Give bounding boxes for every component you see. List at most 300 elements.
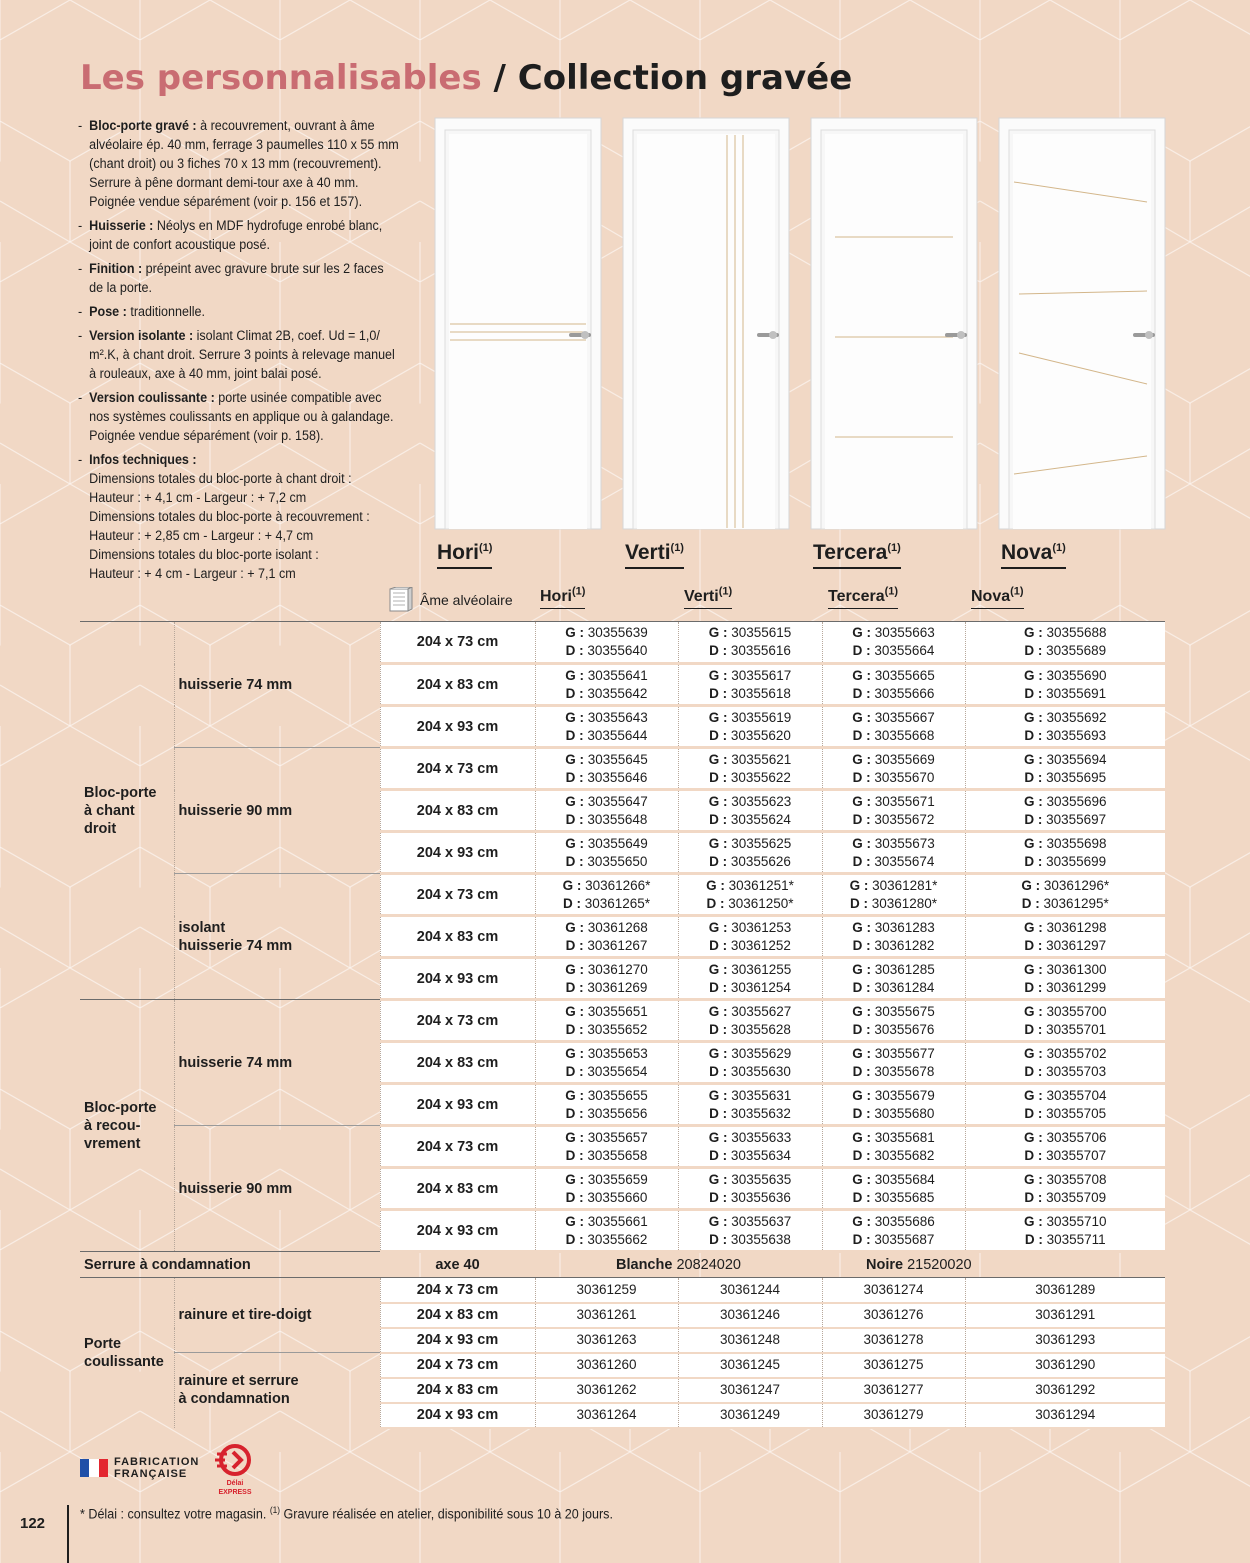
spec-item — [78, 216, 399, 254]
ref-key: G : — [565, 1087, 584, 1103]
ref-value: 30361268 — [587, 919, 648, 935]
ref-value: 30355688 — [1046, 625, 1107, 640]
ref-value: 30355620 — [730, 727, 791, 743]
lock-black — [822, 1252, 1165, 1278]
label-line: rainure et serrure — [178, 1373, 299, 1390]
ref-value: 30355705 — [1046, 1105, 1107, 1121]
ref-value: 30355625 — [731, 835, 792, 851]
group-label — [80, 1000, 174, 1252]
footnote — [80, 1505, 613, 1522]
ref-left — [966, 793, 1166, 811]
ref-key: D : — [565, 685, 584, 701]
ref-value: 30361269 — [587, 979, 648, 995]
spec-item — [78, 388, 399, 445]
table-row — [80, 1278, 1165, 1303]
reference-cell: 30361262 — [535, 1378, 678, 1403]
reference-cell: 30361291 — [965, 1303, 1165, 1328]
ref-right — [823, 979, 965, 997]
ref-right — [679, 1189, 822, 1207]
label-line: Bloc-porte — [84, 784, 157, 801]
ref-key: D : — [1024, 1231, 1043, 1247]
ref-key: D : — [565, 811, 584, 827]
page-title — [80, 56, 852, 100]
ref-value: 30355657 — [587, 1129, 648, 1145]
ref-key: G : — [565, 1045, 584, 1061]
ref-value: 30361253 — [731, 919, 792, 935]
dimension-cell: 204 x 73 cm — [380, 1126, 535, 1168]
ref-key: G : — [708, 1003, 728, 1019]
sliding-type-label — [174, 1278, 380, 1353]
label-line: à chant — [84, 802, 135, 819]
ref-value: 30355652 — [587, 1021, 648, 1037]
ref-right — [966, 727, 1166, 745]
ref-key: D : — [1024, 1147, 1043, 1163]
dimension-cell: 204 x 73 cm — [380, 1278, 535, 1303]
label-line: rainure et tire-doigt — [178, 1307, 312, 1323]
lock-row — [80, 1252, 1165, 1278]
spec-label: Huisserie : — [89, 218, 154, 233]
ref-right — [823, 727, 965, 745]
ref-key: D : — [1024, 979, 1043, 995]
ref-right — [679, 1021, 822, 1039]
lock-white-code: 20824020 — [676, 1257, 741, 1273]
ref-value: 30355709 — [1046, 1189, 1107, 1205]
reference-cell — [822, 916, 965, 958]
ref-key: G : — [708, 625, 728, 640]
ref-key: G : — [565, 625, 584, 640]
ref-value: 30355671 — [874, 793, 935, 809]
door-verti-image — [621, 116, 791, 531]
ref-key: G : — [565, 1129, 584, 1145]
ref-value: 30361281* — [872, 877, 938, 893]
dimension-cell: 204 x 83 cm — [380, 1378, 535, 1403]
ref-key: D : — [709, 853, 728, 869]
reference-cell — [678, 748, 822, 790]
label-line: huisserie 90 mm — [178, 1180, 293, 1197]
ref-key: G : — [1023, 919, 1043, 935]
ref-value: 30355622 — [730, 769, 791, 785]
reference-cell — [678, 706, 822, 748]
ref-value: 30355661 — [587, 1213, 648, 1229]
reference-cell: 30361276 — [822, 1303, 965, 1328]
reference-cell — [678, 622, 822, 664]
ref-right — [966, 979, 1166, 997]
ref-key: D : — [709, 643, 728, 658]
ref-value: 30355630 — [730, 1063, 791, 1079]
ref-left — [823, 709, 965, 727]
ref-value: 30355693 — [1046, 727, 1107, 743]
reference-cell — [535, 622, 678, 664]
reference-cell: 30361289 — [965, 1278, 1165, 1303]
ref-key: D : — [852, 727, 871, 743]
ref-left — [536, 1171, 678, 1189]
ref-key: G : — [708, 709, 728, 725]
ref-key: G : — [852, 1003, 871, 1019]
ref-right — [679, 1105, 822, 1123]
core-type-text: Âme alvéolaire — [420, 592, 513, 608]
ref-value: 30361267 — [587, 937, 648, 953]
ref-left — [679, 1129, 822, 1147]
reference-cell — [822, 664, 965, 706]
ref-value: 30355687 — [874, 1231, 935, 1247]
dimension-cell: 204 x 73 cm — [380, 1353, 535, 1378]
core-type-label — [388, 586, 513, 614]
spec-text: prépeint avec gravure brute sur les 2 faces de la porte. — [89, 261, 384, 295]
ref-value: 30355617 — [731, 667, 792, 683]
ref-value: 30355654 — [587, 1063, 648, 1079]
column-header-text: Hori — [540, 588, 572, 605]
ref-key: D : — [852, 811, 871, 827]
ref-left — [966, 667, 1166, 685]
reference-cell — [678, 1168, 822, 1210]
reference-cell — [965, 748, 1165, 790]
ref-value: 30355684 — [874, 1171, 935, 1187]
ref-right — [679, 811, 822, 829]
reference-cell — [965, 1168, 1165, 1210]
ref-key: D : — [709, 979, 728, 995]
ref-value: 30355649 — [587, 835, 648, 851]
reference-cell: 30361279 — [822, 1403, 965, 1428]
ref-left — [536, 624, 678, 642]
ref-right — [966, 937, 1166, 955]
ref-value: 30355694 — [1046, 751, 1107, 767]
ref-key: G : — [1023, 1213, 1043, 1229]
ref-left — [536, 709, 678, 727]
reference-cell: 30361246 — [678, 1303, 822, 1328]
reference-cell — [678, 1000, 822, 1042]
ref-value: 30355697 — [1046, 811, 1107, 827]
ref-right — [823, 1021, 965, 1039]
ref-value: 30355663 — [874, 625, 935, 640]
ref-value: 30361299 — [1046, 979, 1107, 995]
ref-value: 30355619 — [731, 709, 792, 725]
ref-value: 30361282 — [874, 937, 935, 953]
ref-value: 30355634 — [730, 1147, 791, 1163]
ref-key: D : — [852, 1189, 871, 1205]
ref-key: D : — [852, 853, 871, 869]
ref-key: D : — [565, 853, 584, 869]
ref-value: 30355685 — [874, 1189, 935, 1205]
ref-right — [679, 937, 822, 955]
ref-key: D : — [565, 979, 584, 995]
ref-key: D : — [709, 1021, 728, 1037]
ref-key: D : — [562, 895, 581, 911]
dimension-cell: 204 x 93 cm — [380, 832, 535, 874]
ref-key: G : — [849, 877, 869, 893]
ref-key: D : — [1024, 1105, 1043, 1121]
ref-value: 30355660 — [587, 1189, 648, 1205]
ref-right — [966, 1147, 1166, 1165]
ref-left — [679, 709, 822, 727]
ref-left — [679, 1087, 822, 1105]
ref-key: D : — [1024, 853, 1043, 869]
spec-label: Version isolante : — [89, 328, 194, 343]
reference-cell — [965, 1042, 1165, 1084]
infos-line: Dimensions totales du bloc-porte à recouvrement : — [89, 509, 370, 524]
ref-value: 30361266* — [585, 877, 651, 893]
ref-left — [966, 1003, 1166, 1021]
door-name-nova — [1001, 540, 1066, 569]
ref-value: 30355710 — [1046, 1213, 1107, 1229]
ref-value: 30355689 — [1046, 643, 1107, 658]
door-name-note: (1) — [887, 542, 901, 554]
ref-key: D : — [1024, 1021, 1043, 1037]
ref-key: G : — [708, 1171, 728, 1187]
ref-value: 30355640 — [587, 643, 648, 658]
ref-key: D : — [565, 1063, 584, 1079]
ref-key: G : — [565, 667, 584, 683]
ref-left — [679, 1045, 822, 1063]
ref-right — [823, 685, 965, 703]
spec-label: Bloc-porte gravé : — [89, 118, 197, 133]
spec-text: isolant Climat 2B, coef. Ud = 1,0/ m².K, à chant droit. Serrure 3 points à relevage manuel à rouleaux, axe à 40 mm, joint balai posé. — [89, 328, 395, 381]
ref-value: 30355653 — [587, 1045, 648, 1061]
door-hori-image — [433, 116, 603, 531]
ref-value: 30355664 — [874, 643, 935, 658]
ref-key: D : — [852, 1105, 871, 1121]
ref-value: 30355698 — [1046, 835, 1107, 851]
ref-key: G : — [852, 919, 871, 935]
column-header-note: (1) — [1010, 585, 1024, 598]
ref-value: 30355662 — [587, 1231, 648, 1247]
reference-cell — [678, 664, 822, 706]
ref-key: G : — [565, 1213, 584, 1229]
product-reference-table — [80, 621, 1165, 1429]
column-header-note: (1) — [572, 585, 586, 598]
ref-key: G : — [1023, 1003, 1043, 1019]
reference-cell: 30361247 — [678, 1378, 822, 1403]
ref-left — [823, 835, 965, 853]
ref-key: D : — [565, 937, 584, 953]
ref-value: 30355692 — [1046, 709, 1107, 725]
ref-left — [536, 1087, 678, 1105]
ref-right — [966, 853, 1166, 871]
dimension-cell: 204 x 73 cm — [380, 622, 535, 664]
dimension-cell: 204 x 93 cm — [380, 1210, 535, 1252]
ref-right — [679, 979, 822, 997]
reference-cell — [822, 1042, 965, 1084]
ref-left — [966, 624, 1166, 642]
frame-label — [174, 748, 380, 874]
ref-left — [679, 667, 822, 685]
express-line: EXPRESS — [218, 1489, 252, 1496]
sliding-type-label — [174, 1353, 380, 1428]
ref-key: G : — [1023, 1087, 1043, 1103]
ref-value: 30355626 — [730, 853, 791, 869]
footnote-text: Gravure réalisée en atelier, disponibilité sous 10 à 20 jours. — [280, 1506, 613, 1522]
ref-value: 30355704 — [1046, 1087, 1107, 1103]
ref-key: G : — [852, 709, 871, 725]
door-card-tercera — [809, 116, 979, 564]
honeycomb-core-icon — [388, 587, 414, 613]
table-row — [80, 748, 1165, 790]
ref-value: 30355707 — [1046, 1147, 1107, 1163]
ref-value: 30355682 — [874, 1147, 935, 1163]
express-line: Délai — [226, 1480, 244, 1487]
ref-value: 30355621 — [731, 751, 792, 767]
reference-cell: 30361292 — [965, 1378, 1165, 1403]
reference-cell — [965, 958, 1165, 1000]
door-name-text: Verti — [625, 541, 671, 564]
ref-left — [536, 919, 678, 937]
ref-left — [679, 1213, 822, 1231]
ref-key: G : — [565, 793, 584, 809]
reference-cell: 30361278 — [822, 1328, 965, 1353]
spec-list — [78, 116, 399, 588]
door-tercera-image — [809, 116, 979, 531]
ref-right — [536, 1189, 678, 1207]
ref-key: D : — [709, 1063, 728, 1079]
ref-key: D : — [852, 1021, 871, 1037]
reference-cell — [822, 790, 965, 832]
ref-left — [966, 961, 1166, 979]
ref-value: 30361284 — [874, 979, 935, 995]
ref-key: G : — [708, 1045, 728, 1061]
label-line: Bloc-porte — [84, 1099, 157, 1116]
ref-key: D : — [709, 769, 728, 785]
reference-cell: 30361249 — [678, 1403, 822, 1428]
ref-value: 30355696 — [1046, 793, 1107, 809]
ref-key: G : — [708, 919, 728, 935]
ref-key: G : — [1023, 793, 1043, 809]
ref-value: 30355700 — [1046, 1003, 1107, 1019]
ref-value: 30355644 — [587, 727, 648, 743]
table-row — [80, 874, 1165, 916]
label-line: huisserie 74 mm — [178, 937, 293, 954]
ref-value: 30361298 — [1046, 919, 1107, 935]
ref-right — [823, 853, 965, 871]
ref-value: 30355668 — [874, 727, 935, 743]
ref-left — [966, 751, 1166, 769]
reference-cell — [822, 958, 965, 1000]
spec-label: Infos techniques : — [89, 452, 197, 467]
ref-value: 30355635 — [731, 1171, 792, 1187]
ref-key: G : — [708, 1129, 728, 1145]
ref-right — [536, 1105, 678, 1123]
ref-key: D : — [565, 1189, 584, 1205]
reference-cell — [535, 874, 678, 916]
column-header-tercera — [828, 587, 898, 609]
ref-key: D : — [1024, 1063, 1043, 1079]
ref-right — [679, 895, 822, 913]
reference-cell: 30361244 — [678, 1278, 822, 1303]
ref-value: 30355643 — [587, 709, 648, 725]
ref-value: 30355679 — [874, 1087, 935, 1103]
ref-right — [966, 895, 1166, 913]
ref-left — [679, 793, 822, 811]
spec-text: Néolys en MDF hydrofuge enrobé blanc, joint de confort acoustique posé. — [89, 218, 383, 252]
ref-value: 30355645 — [587, 751, 648, 767]
ref-value: 30361250* — [728, 895, 794, 911]
reference-cell — [678, 1126, 822, 1168]
reference-cell: 30361264 — [535, 1403, 678, 1428]
ref-value: 30355650 — [587, 853, 648, 869]
ref-value: 30355695 — [1046, 769, 1107, 785]
lock-label: Serrure à condamnation — [80, 1252, 380, 1278]
reference-cell — [535, 706, 678, 748]
spec-item — [78, 116, 399, 211]
label-line: vrement — [84, 1135, 141, 1152]
label-line: huisserie 90 mm — [178, 802, 293, 819]
ref-value: 30361300 — [1046, 961, 1107, 977]
reference-cell — [535, 1168, 678, 1210]
reference-cell — [965, 1210, 1165, 1252]
ref-key: D : — [709, 685, 728, 701]
ref-right — [966, 1105, 1166, 1123]
ref-value: 30355633 — [731, 1129, 792, 1145]
ref-value: 30355656 — [587, 1105, 648, 1121]
reference-cell — [678, 874, 822, 916]
ref-left — [536, 1213, 678, 1231]
footer-logos — [80, 1440, 257, 1496]
ref-right — [679, 1063, 822, 1081]
group-label — [80, 622, 174, 1000]
ref-left — [823, 793, 965, 811]
ref-value: 30355637 — [731, 1213, 792, 1229]
spec-text: traditionnelle. — [126, 304, 206, 319]
ref-key: G : — [852, 1171, 871, 1187]
ref-right — [536, 979, 678, 997]
ref-value: 30361283 — [874, 919, 935, 935]
ref-key: D : — [1024, 643, 1043, 658]
table-row — [80, 1353, 1165, 1378]
ref-key: G : — [852, 793, 871, 809]
ref-key: D : — [709, 811, 728, 827]
ref-right — [679, 685, 822, 703]
ref-key: G : — [708, 961, 728, 977]
door-card-hori — [433, 116, 603, 564]
ref-value: 30355632 — [730, 1105, 791, 1121]
ref-left — [823, 1045, 965, 1063]
ref-right — [536, 1147, 678, 1165]
ref-right — [536, 811, 678, 829]
ref-key: D : — [565, 1231, 584, 1247]
ref-key: G : — [852, 625, 871, 640]
page-rule — [67, 1505, 69, 1563]
reference-cell — [965, 874, 1165, 916]
ref-value: 30361285 — [874, 961, 935, 977]
ref-value: 30361270 — [587, 961, 648, 977]
ref-key: D : — [709, 1231, 728, 1247]
ref-value: 30361297 — [1046, 937, 1107, 953]
ref-value: 30361252 — [730, 937, 791, 953]
ref-key: G : — [852, 751, 871, 767]
ref-right — [966, 642, 1166, 660]
reference-cell — [535, 1084, 678, 1126]
reference-cell — [965, 1084, 1165, 1126]
spec-item — [78, 302, 399, 321]
label-line: à recou- — [84, 1117, 141, 1134]
ref-right — [823, 811, 965, 829]
ref-right — [823, 1189, 965, 1207]
ref-value: 30355691 — [1046, 685, 1107, 701]
reference-cell — [535, 664, 678, 706]
reference-cell: 30361274 — [822, 1278, 965, 1303]
ref-right — [823, 769, 965, 787]
reference-cell — [678, 790, 822, 832]
reference-cell — [678, 1042, 822, 1084]
reference-cell — [535, 958, 678, 1000]
ref-right — [536, 642, 678, 660]
ref-key: D : — [852, 643, 871, 658]
dimension-cell: 204 x 83 cm — [380, 916, 535, 958]
ref-value: 30355669 — [874, 751, 935, 767]
ref-key: D : — [852, 979, 871, 995]
frame-label — [174, 622, 380, 748]
reference-cell — [965, 832, 1165, 874]
reference-cell — [678, 832, 822, 874]
ref-right — [536, 685, 678, 703]
